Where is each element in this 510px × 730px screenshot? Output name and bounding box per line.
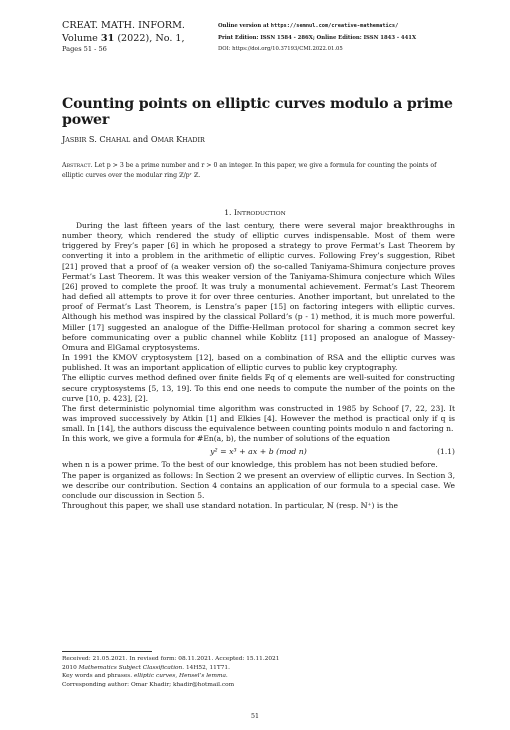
abstract-label: ABSTRACT. [62,162,95,169]
msc-classification: 2010 Mathematics Subject Classification. 14H52, 11T71. [62,664,230,671]
keywords: Key words and phrases. elliptic curves, Hensel’s lemma. [62,673,228,680]
equation [62,445,455,459]
equation-number: (1.1) [437,447,455,457]
paragraph: During the last fifteen years of the last century, there were several major breakthroughs in number theory, which rendered the study of elliptic curves indispensable. Most of them were triggered by Frey’s paper [6] in which he proposed a strategy to prove Fermat’s Last Theorem by converting it into a problem in the arithmetic of elliptic curves. Following Frey’s suggestion, Ribet [21] proved that a proof of (a weaker version of) the so-called Taniyama-Shimura conjecture proves Fermat’s Last Theorem. It was this weaker version of the Taniyama-Shimura conjecture which Wiles [26] proved to complete the proof. It was truly a monumental achievement. Fermat’s Last Theorem had defied all attempts to prove it for over three centuries. Another important, but unrelated to the proof of Fermat’s Last Theorem, is Lenstra’s paper [15] on factoring integers with elliptic curves. Although his method was inspired by the classical Pollard’s (p - 1) method, it is much more powerful. Miller [17] suggested an analogue of the Diffie-Hellman protocol for sharing a common secret key before communicating over a public channel while Koblitz [11] proposed an analogue of Massey-Omura and ElGamal cryptosystems. [62,221,455,352]
equation-body: y² = x³ + ax + b (mod n) [210,447,307,457]
body-text [62,221,455,511]
abstract [62,161,454,181]
paragraph: The first deterministic polynomial time algorithm was constructed in 1985 by Schoof [7, 22, 23]. It was improved successively by Atkin [1] and Elkies [4]. However the method is practical only if q is small. In [14], the authors discuss the equivalence between counting points modulo n and factoring n. [62,403,455,434]
paragraph: In this work, we give a formula for #En(a, b), the number of solutions of the equation [62,434,391,444]
issn-info: Print Edition: ISSN 1584 - 286X; Online Edition: ISSN 1843 - 441X [218,34,417,41]
volume-info: Volume 31 (2022), No. 1, [62,32,185,44]
footnote-rule [62,651,152,652]
paragraph: The paper is organized as follows: In Section 2 we present an overview of elliptic curves. In Section 3, we describe our contribution. Section 4 contains an application of our formula to a special case. We conclude our discussion in Section 5. [62,470,455,500]
footnotes [62,655,279,689]
paper-title: Counting points on elliptic curves modulo a prime power [62,96,453,128]
online-version: Online version at https://semnul.com/creative-mathematics/ [218,23,399,29]
doi-info[interactable]: DOI: https://doi.org/10.37193/CMI.2022.01.05 [218,46,343,53]
page-number: 51 [250,713,259,720]
abstract-text: Let p > 3 be a prime number and r > 0 an integer. In this paper, we give a formula for counting the points of elliptic curves over the modular ring ℤ/pʳ ℤ. [62,162,437,180]
corresponding-author: Corresponding author: Omar Khadir; khadir@hotmail.com [62,681,235,688]
received-dates: Received: 21.05.2021. In revised form: 08.11.2021. Accepted: 15.11.2021 [62,656,280,662]
online-url[interactable]: https://semnul.com/creative-mathematics/ [270,23,399,29]
page-range: Pages 51 - 56 [62,45,107,53]
publication-info [218,21,416,56]
section-heading: 1. INTRODUCTION [224,208,286,217]
paragraph: In 1991 the KMOV cryptosystem [12], based on a combination of RSA and the elliptic curves was published. It was an important application of elliptic curves to public key cryptography. [62,353,455,373]
paragraph: when n is a power prime. To the best of our knowledge, this problem has not been studied before. [62,460,438,470]
author-list: JASBIR S. CHAHAL and OMAR KHADIR [62,134,205,144]
journal-header [62,20,185,54]
paragraph: The elliptic curves method defined over finite fields 𝔽q of q elements are well-suited for constructing secure cryptosystems [5, 13, 19]. To this end one needs to compute the number of the points on the curve [10, p. 423], [2]. [62,373,455,403]
paragraph: Throughout this paper, we shall use standard notation. In particular, ℕ (resp. ℕ⁺) is the [62,501,398,511]
volume-number: 31 [100,32,115,44]
journal-name: CREAT. MATH. INFORM. [62,20,185,31]
